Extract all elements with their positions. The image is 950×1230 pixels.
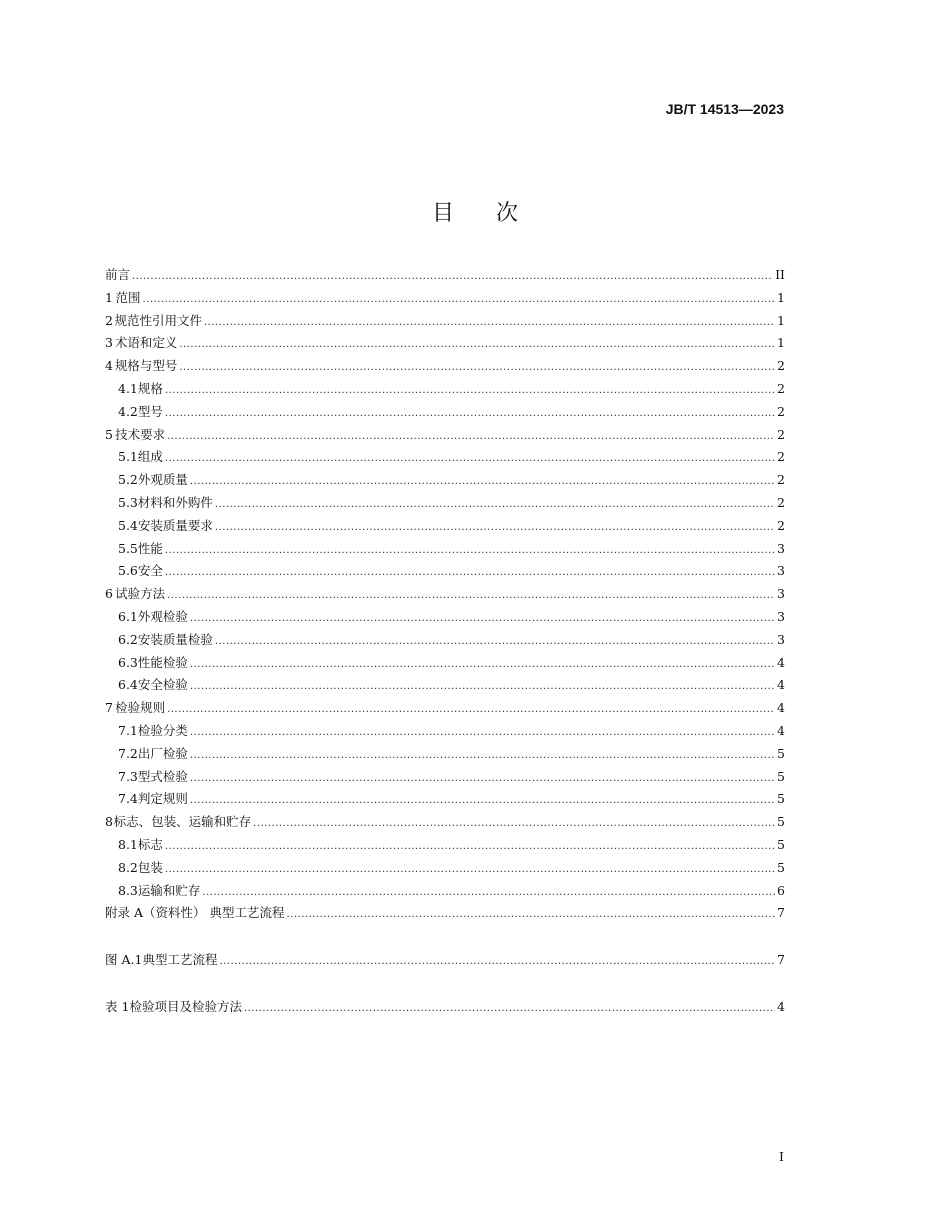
toc-entry[interactable] <box>105 539 785 562</box>
toc-entry-page: 5 <box>777 859 785 875</box>
toc-entry[interactable] <box>105 561 785 584</box>
toc-leader-dots <box>190 727 775 738</box>
toc-entry-label: 包装 <box>137 859 163 875</box>
toc-entry-page: 6 <box>777 882 785 898</box>
toc-entry-label: 安全 <box>137 563 163 579</box>
toc-entry-number: 5.4 <box>118 517 138 533</box>
toc-entry[interactable] <box>105 950 785 973</box>
toc-leader-dots <box>215 522 775 533</box>
toc-entry-page: 5 <box>777 814 785 830</box>
toc-entry-number: 5.6 <box>118 563 138 579</box>
toc-entry-number: 2 <box>105 312 113 328</box>
toc-entry-label: 范围 <box>115 289 141 305</box>
toc-entry[interactable] <box>105 744 785 767</box>
toc-entry-number: 5 <box>105 426 113 442</box>
toc-entry-page: 2 <box>777 517 785 533</box>
toc-entry-page: 7 <box>777 952 785 968</box>
toc-entry-number: 7.1 <box>118 722 138 738</box>
toc-entry-number: 6.2 <box>118 631 138 647</box>
toc-leader-dots <box>244 1003 775 1014</box>
toc-entry-number: 5.5 <box>118 540 138 556</box>
toc-entry[interactable] <box>105 698 785 721</box>
toc-entry-page: 5 <box>777 768 785 784</box>
toc-entry[interactable] <box>105 265 785 288</box>
toc-entry-page: 2 <box>777 403 785 419</box>
toc-entry-label: 安装质量检验 <box>137 631 213 647</box>
toc-entry-page: 2 <box>777 449 785 465</box>
toc-entry-number: 6.3 <box>118 654 138 670</box>
toc-entry-number: 6 <box>105 586 113 602</box>
toc-entry[interactable] <box>105 630 785 653</box>
toc-entry-label: 规范性引用文件 <box>114 312 202 328</box>
toc-entry-number: 8.3 <box>118 882 138 898</box>
toc-leader-dots <box>165 841 775 852</box>
toc-leader-dots <box>132 271 773 282</box>
toc-leader-dots <box>219 956 775 967</box>
toc-entry-label: 组成 <box>137 449 163 465</box>
toc-entry-page: 4 <box>777 722 785 738</box>
toc-entry-label: 前言 <box>105 267 131 282</box>
toc-entry-label: 标志 <box>137 836 163 852</box>
toc-entry-page: II <box>775 267 785 282</box>
toc-entry-page: 2 <box>777 494 785 510</box>
toc-entry-number: 7.3 <box>118 768 138 784</box>
toc-entry-label: 典型工艺流程 <box>142 952 218 968</box>
toc-leader-dots <box>215 499 775 510</box>
toc-main-list <box>105 265 785 926</box>
toc-leader-dots <box>165 385 775 396</box>
toc-leader-dots <box>167 431 775 442</box>
toc-leader-dots <box>215 636 775 647</box>
toc-entry-page: 2 <box>777 380 785 396</box>
toc-entry-page: 3 <box>777 631 785 647</box>
toc-entry[interactable] <box>105 584 785 607</box>
toc-entry-number: 8.1 <box>118 836 138 852</box>
toc-entry-number: 7.2 <box>118 745 138 761</box>
toc-entry-page: 3 <box>777 608 785 624</box>
toc-entry[interactable] <box>105 789 785 812</box>
toc-entry-page: 5 <box>777 745 785 761</box>
toc-entry-label: 判定规则 <box>137 791 188 807</box>
toc-entry[interactable] <box>105 402 785 425</box>
toc-entry-number: 7 <box>105 700 113 716</box>
toc-entry-label: 规格与型号 <box>114 358 178 374</box>
toc-entry[interactable] <box>105 447 785 470</box>
toc-entry[interactable] <box>105 835 785 858</box>
toc-entry-page: 1 <box>777 335 785 351</box>
toc-entry-number: 表 1 <box>105 998 130 1014</box>
toc-leader-dots <box>165 864 775 875</box>
toc-entry-page: 3 <box>777 540 785 556</box>
toc-entry-label: 安装质量要求 <box>137 517 213 533</box>
toc-entry-label: 检验分类 <box>137 722 188 738</box>
toc-entry-page: 4 <box>777 677 785 693</box>
toc-entry[interactable] <box>105 470 785 493</box>
toc-entry-label: 出厂检验 <box>137 745 188 761</box>
toc-entry-label: 运输和贮存 <box>137 882 201 898</box>
toc-entry[interactable] <box>105 675 785 698</box>
toc-leader-dots <box>165 567 775 578</box>
toc-entry-label: 技术要求 <box>115 426 166 442</box>
toc-entry[interactable] <box>105 516 785 539</box>
toc-entry-number: 4 <box>105 358 113 374</box>
toc-entry-page: 2 <box>777 426 785 442</box>
toc-leader-dots <box>142 294 775 305</box>
toc-leader-dots <box>286 909 775 920</box>
toc-entry[interactable] <box>105 356 785 379</box>
toc-leader-dots <box>165 408 775 419</box>
page-number: I <box>779 1149 784 1164</box>
toc-entry[interactable] <box>105 607 785 630</box>
toc-entry-number: 6.1 <box>118 608 138 624</box>
standard-code: JB/T 14513—2023 <box>665 101 784 117</box>
toc-entry[interactable] <box>105 812 785 835</box>
toc-entry-number: 8 <box>105 814 113 830</box>
toc-leader-dots <box>204 317 775 328</box>
toc-entry-label: 安全检验 <box>137 677 188 693</box>
toc-entry-number: 7.4 <box>118 791 138 807</box>
toc-entry-number: 4.1 <box>118 380 138 396</box>
toc-entry-label: 附录 A（资料性） 典型工艺流程 <box>105 905 285 921</box>
toc-entry[interactable] <box>105 858 785 881</box>
toc-entry-label: 性能 <box>137 540 163 556</box>
toc-entry-label: 材料和外购件 <box>137 494 213 510</box>
toc-entry-page: 1 <box>777 312 785 328</box>
toc-entry[interactable] <box>105 721 785 744</box>
toc-entry[interactable] <box>105 379 785 402</box>
toc-entry-label: 型式检验 <box>137 768 188 784</box>
toc-leader-dots <box>165 545 775 556</box>
toc-entry-number: 5.1 <box>118 449 138 465</box>
toc-leader-dots <box>167 704 775 715</box>
table-of-contents <box>105 265 785 1020</box>
toc-entry-page: 4 <box>777 998 785 1014</box>
toc-entry-number: 8.2 <box>118 859 138 875</box>
toc-leader-dots <box>190 750 775 761</box>
toc-entry-number: 5.3 <box>118 494 138 510</box>
toc-leader-dots <box>165 453 775 464</box>
toc-entry-label: 性能检验 <box>137 654 188 670</box>
toc-entry-number: 1 <box>105 289 113 305</box>
toc-leader-dots <box>190 476 775 487</box>
toc-entry-page: 3 <box>777 563 785 579</box>
toc-entry[interactable] <box>105 881 785 904</box>
toc-entry-number: 图 A.1 <box>105 952 143 968</box>
toc-leader-dots <box>253 818 775 829</box>
toc-entry-page: 4 <box>777 700 785 716</box>
toc-entry-page: 2 <box>777 358 785 374</box>
toc-entry[interactable] <box>105 425 785 448</box>
toc-leader-dots <box>190 773 775 784</box>
toc-entry[interactable] <box>105 767 785 790</box>
toc-entry-label: 检验规则 <box>115 700 166 716</box>
toc-entry[interactable] <box>105 493 785 516</box>
toc-entry-number: 4.2 <box>118 403 138 419</box>
toc-leader-dots <box>202 887 775 898</box>
toc-entry-label: 标志、包装、运输和贮存 <box>113 814 252 830</box>
toc-entry[interactable] <box>105 288 785 311</box>
toc-entry[interactable] <box>105 311 785 334</box>
toc-entry-page: 1 <box>777 289 785 305</box>
toc-entry-page: 2 <box>777 472 785 488</box>
toc-leader-dots <box>190 613 775 624</box>
toc-entry-label: 外观质量 <box>137 472 188 488</box>
toc-entry[interactable] <box>105 903 785 926</box>
toc-leader-dots <box>190 795 775 806</box>
toc-entry-label: 型号 <box>137 403 163 419</box>
toc-leader-dots <box>179 339 775 350</box>
page-title: 目次 <box>431 201 560 226</box>
toc-entry-label: 术语和定义 <box>114 335 178 351</box>
toc-entry-label: 试验方法 <box>115 586 166 602</box>
toc-entry[interactable] <box>105 333 785 356</box>
toc-leader-dots <box>190 659 775 670</box>
toc-entry-number: 3 <box>105 335 113 351</box>
toc-entry[interactable] <box>105 653 785 676</box>
toc-entry-label: 外观检验 <box>137 608 188 624</box>
toc-entry-label: 规格 <box>137 380 163 396</box>
toc-entry[interactable] <box>105 997 785 1020</box>
toc-leader-dots <box>190 681 775 692</box>
toc-entry-number: 5.2 <box>118 472 138 488</box>
toc-leader-dots <box>179 362 775 373</box>
toc-table-list <box>105 997 785 1020</box>
toc-entry-number: 6.4 <box>118 677 138 693</box>
toc-entry-page: 4 <box>777 654 785 670</box>
toc-leader-dots <box>167 590 775 601</box>
toc-entry-page: 7 <box>777 905 785 921</box>
toc-figure-list <box>105 950 785 973</box>
toc-entry-page: 3 <box>777 586 785 602</box>
toc-entry-page: 5 <box>777 836 785 852</box>
toc-entry-label: 检验项目及检验方法 <box>129 998 242 1014</box>
toc-entry-page: 5 <box>777 791 785 807</box>
